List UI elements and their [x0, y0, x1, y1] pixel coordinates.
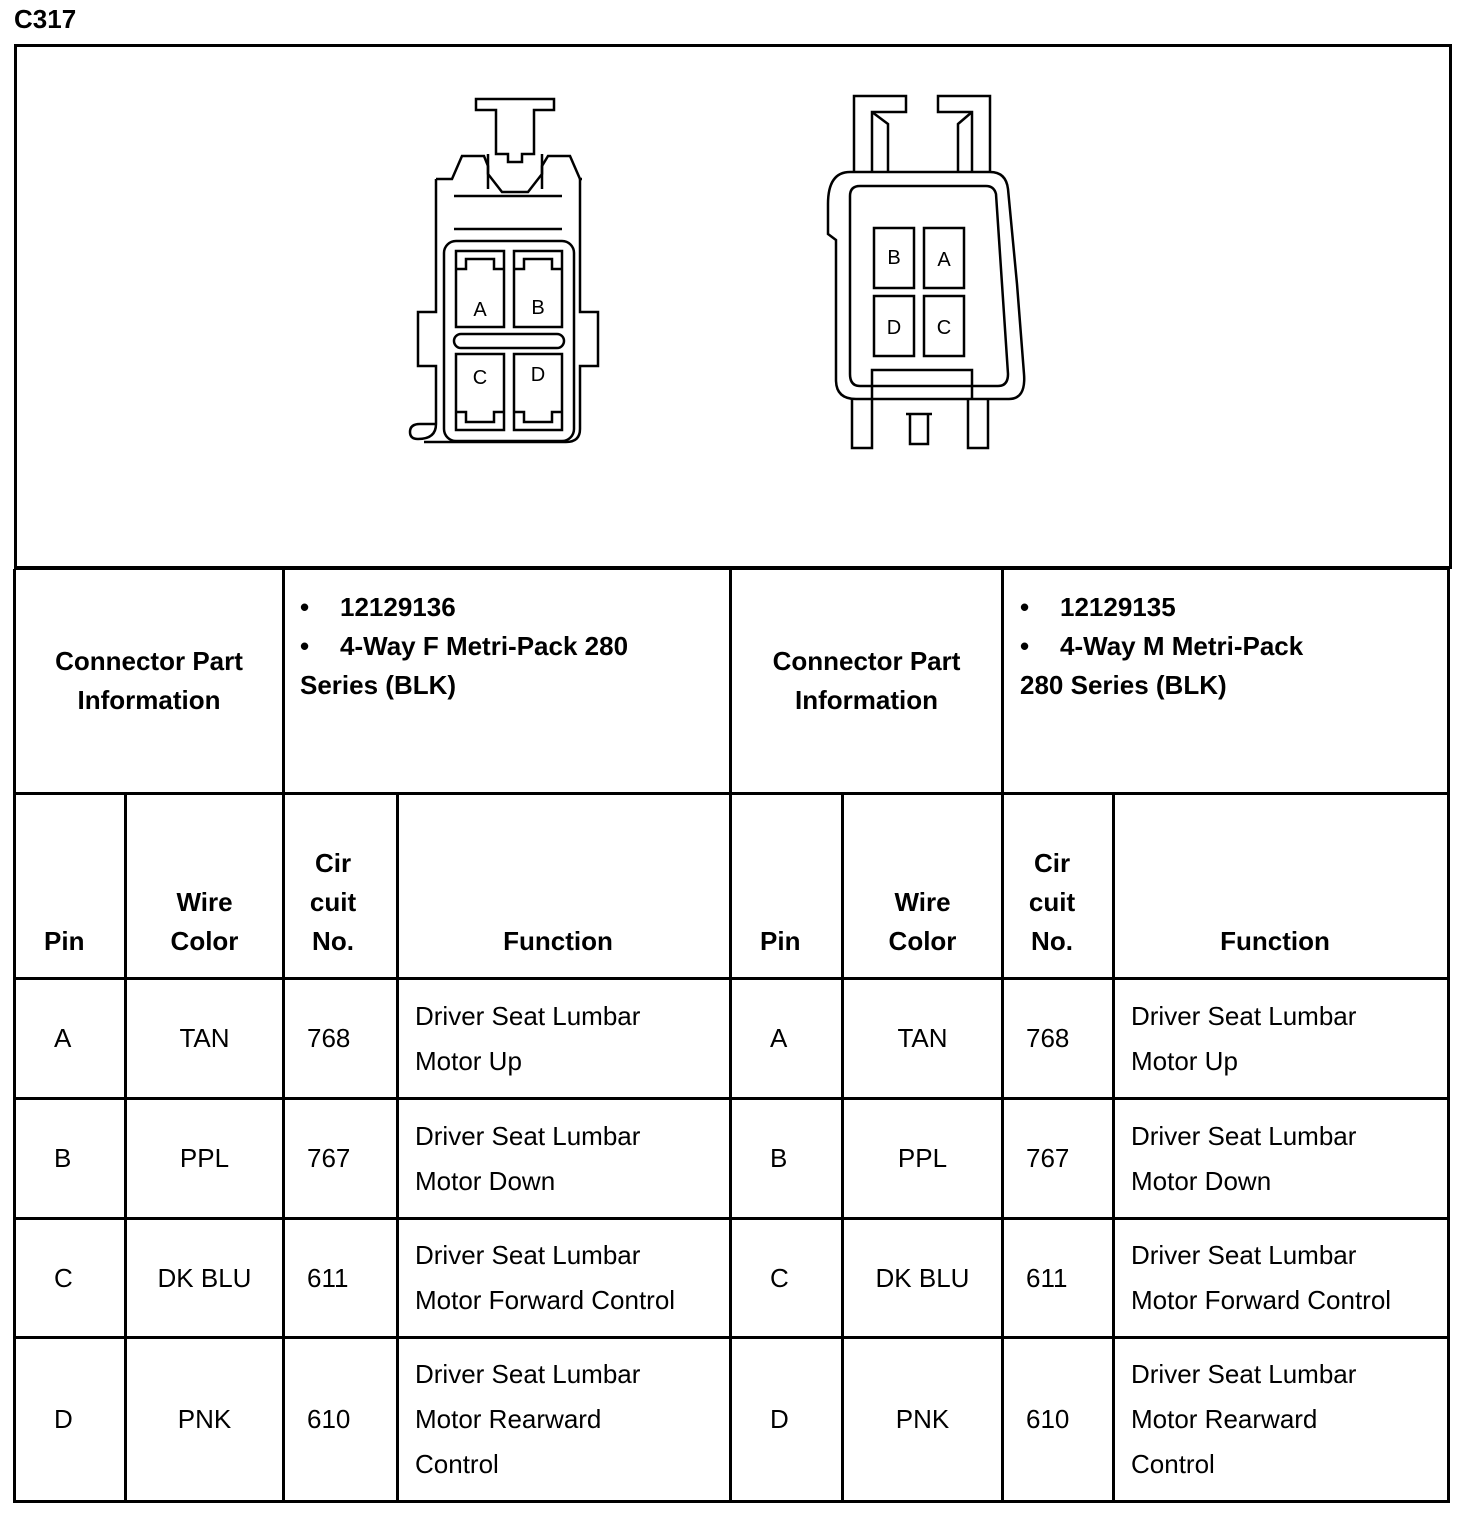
- wire-color-cell: PPL: [897, 1143, 948, 1173]
- part-description: 4-Way F Metri-Pack 280: [340, 631, 629, 661]
- circuit-cell: 768: [1026, 1023, 1070, 1053]
- function-line: Driver Seat Lumbar: [1131, 1120, 1357, 1151]
- part-number: 12129135: [1060, 592, 1176, 622]
- part-number: 12129136: [340, 592, 456, 622]
- function-cell: [399, 980, 729, 1097]
- function-line: Motor Down: [415, 1165, 556, 1196]
- function-line: Motor Up: [415, 1045, 522, 1076]
- female-connector-drawing: [410, 99, 598, 442]
- info-label-text: Connector Part Information: [772, 646, 961, 715]
- pin-cell: C: [770, 1262, 789, 1293]
- female-cavity-label: B: [531, 297, 545, 319]
- function-line: Motor Rearward: [1131, 1404, 1318, 1434]
- function-cell: [1115, 1100, 1447, 1217]
- header-text: cuit: [1028, 887, 1076, 917]
- function-cell: [1115, 1220, 1447, 1336]
- female-cavity-label: A: [473, 299, 487, 321]
- part-description-cont: Series (BLK): [300, 670, 457, 700]
- wire-color-cell: PNK: [895, 1404, 950, 1434]
- part-description: 4-Way M Metri-Pack: [1060, 631, 1304, 661]
- function-cell: [399, 1220, 729, 1336]
- header-text: No.: [1031, 926, 1073, 956]
- female-cavity-label: C: [472, 367, 488, 389]
- pin-cell: A: [770, 1023, 788, 1053]
- bullet: •: [1020, 631, 1030, 661]
- pin-cell: B: [770, 1143, 788, 1173]
- pin-cell: B: [54, 1143, 72, 1173]
- connector-info-left: [300, 570, 729, 792]
- function-line: Control: [415, 1449, 499, 1479]
- header-circuit: [285, 795, 381, 977]
- circuit-cell: 767: [307, 1143, 351, 1173]
- header-text: Function: [1220, 926, 1330, 956]
- male-cavity-label: B: [887, 247, 901, 269]
- circuit-cell: 768: [307, 1023, 351, 1053]
- wire-color-cell: TAN: [179, 1023, 230, 1053]
- male-cavity-label: C: [936, 317, 952, 339]
- function-line: Driver Seat Lumbar: [415, 1359, 641, 1389]
- header-text: cuit: [309, 887, 357, 917]
- function-line: Motor Down: [1131, 1165, 1272, 1196]
- function-cell: [399, 1339, 729, 1500]
- bullet: •: [300, 592, 310, 622]
- bullet: •: [1020, 592, 1030, 622]
- female-cavity-label: D: [530, 364, 546, 386]
- male-cavity-label: A: [937, 249, 951, 271]
- function-line: Motor Up: [1131, 1045, 1238, 1076]
- wire-color-cell: TAN: [897, 1023, 948, 1053]
- circuit-cell: 611: [307, 1262, 349, 1293]
- function-line: Driver Seat Lumbar: [415, 1120, 641, 1151]
- pin-cell: C: [54, 1262, 73, 1293]
- function-cell: [1115, 1339, 1447, 1500]
- connector-info-right: [1020, 570, 1447, 792]
- header-wire-color: [127, 795, 282, 977]
- header-text: No.: [312, 926, 354, 956]
- header-pin-text: Pin: [44, 926, 85, 956]
- header-text: Cir: [314, 848, 352, 878]
- header-text: Wire: [176, 887, 233, 917]
- circuit-cell: 611: [1026, 1262, 1068, 1293]
- circuit-cell: 610: [307, 1404, 351, 1434]
- header-circuit: [1004, 795, 1100, 977]
- header-text: Color: [888, 926, 957, 956]
- connector-info-label-left: [16, 570, 282, 792]
- connector-info-label-right: [732, 570, 1001, 792]
- header-function: [1115, 795, 1435, 977]
- function-line: Motor Forward Control: [1131, 1285, 1392, 1315]
- header-function: [399, 795, 717, 977]
- connector-diagram: [14, 44, 1452, 570]
- wire-color-cell: PNK: [177, 1404, 232, 1434]
- page-title: C317: [14, 4, 77, 34]
- function-line: Motor Forward Control: [415, 1285, 676, 1315]
- header-text: Function: [503, 926, 613, 956]
- function-line: Driver Seat Lumbar: [415, 1240, 641, 1270]
- male-connector-drawing: [828, 96, 1024, 448]
- pin-cell: A: [54, 1023, 72, 1053]
- info-label-text: Connector Part Information: [55, 646, 243, 715]
- wire-color-cell: DK BLU: [157, 1262, 252, 1293]
- pin-cell: D: [770, 1404, 789, 1434]
- header-text: Color: [170, 926, 239, 956]
- function-line: Control: [1131, 1449, 1215, 1479]
- function-line: Driver Seat Lumbar: [1131, 1000, 1357, 1031]
- function-line: Driver Seat Lumbar: [1131, 1359, 1357, 1389]
- part-description-cont: 280 Series (BLK): [1020, 670, 1227, 700]
- pin-cell: D: [54, 1404, 73, 1434]
- circuit-cell: 767: [1026, 1143, 1070, 1173]
- wire-color-cell: PPL: [179, 1143, 230, 1173]
- function-cell: [1115, 980, 1447, 1097]
- header-wire-color: [844, 795, 1001, 977]
- bullet: •: [300, 631, 310, 661]
- header-text: Cir: [1033, 848, 1071, 878]
- wire-color-cell: DK BLU: [875, 1262, 970, 1293]
- circuit-cell: 610: [1026, 1404, 1070, 1434]
- function-line: Motor Rearward: [415, 1404, 602, 1434]
- header-pin: [16, 795, 124, 977]
- function-cell: [399, 1100, 729, 1217]
- function-line: Driver Seat Lumbar: [1131, 1240, 1357, 1270]
- header-text: Wire: [894, 887, 951, 917]
- function-line: Driver Seat Lumbar: [415, 1000, 641, 1031]
- male-cavity-label: D: [886, 317, 902, 339]
- header-pin: [732, 795, 841, 977]
- header-pin-text: Pin: [760, 926, 801, 956]
